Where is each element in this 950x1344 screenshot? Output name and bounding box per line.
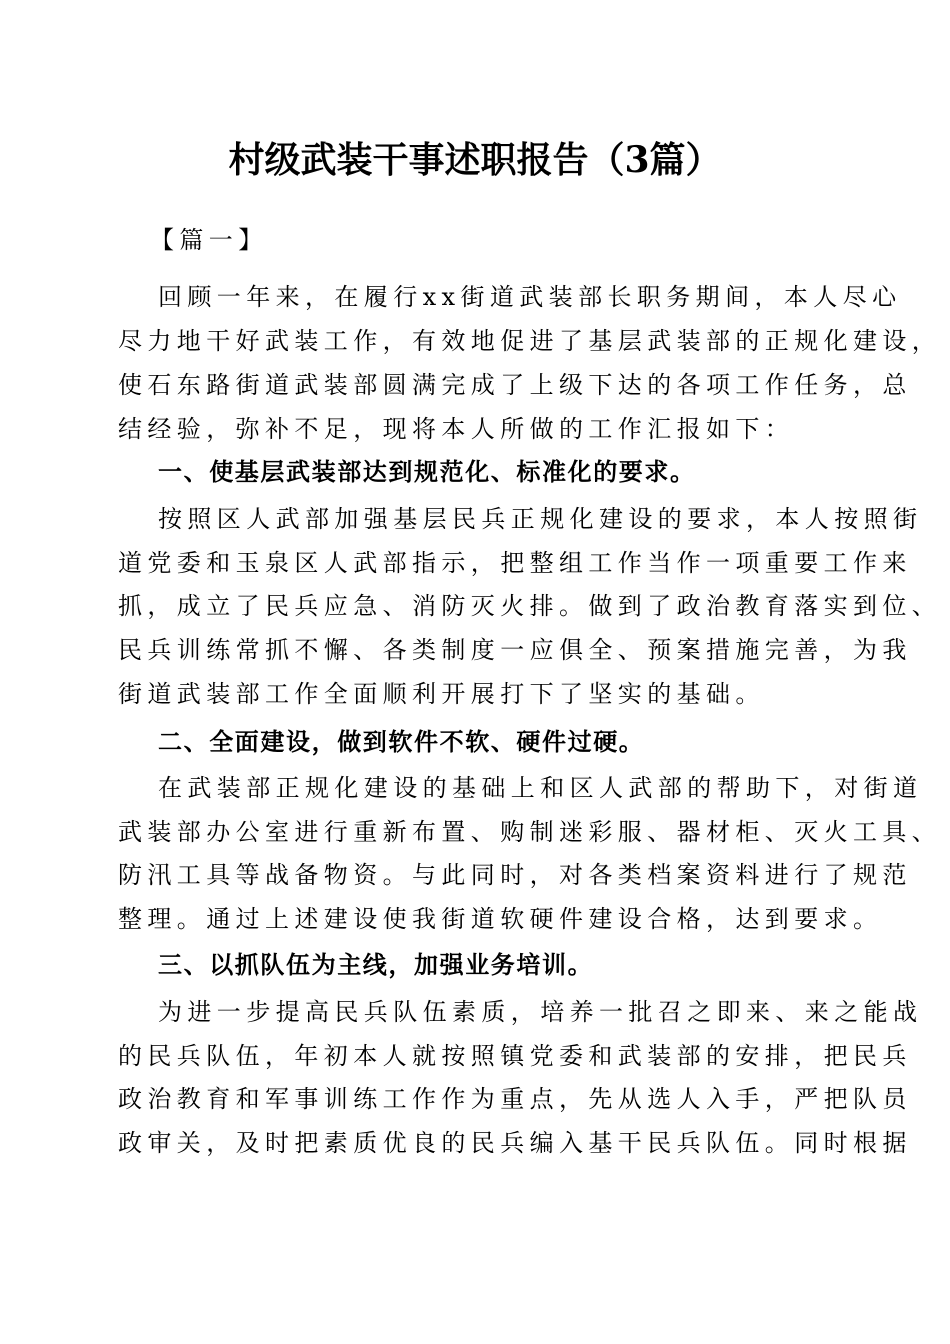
- paragraph-line: 武装部办公室进行重新布置、购制迷彩服、器材柜、灭火工具、: [118, 818, 942, 846]
- document-title: 村级武装干事述职报告（3篇）: [228, 139, 722, 181]
- paragraph-line: 回顾一年来，在履行xx街道武装部长职务期间，本人尽心: [158, 283, 902, 311]
- paragraph-line: 为进一步提高民兵队伍素质，培养一批召之即来、来之能战: [158, 998, 923, 1026]
- paragraph-line: 的民兵队伍，年初本人就按照镇党委和武装部的安排，把民兵: [118, 1042, 912, 1070]
- paragraph-line: 街道武装部工作全面顺利开展打下了坚实的基础。: [118, 680, 765, 708]
- paragraph-line: 政治教育和军事训练工作作为重点，先从选人入手，严把队员: [118, 1085, 912, 1113]
- paragraph-line: 按照区人武部加强基层民兵正规化建设的要求，本人按照街: [158, 505, 923, 533]
- section-heading: 二、全面建设，做到软件不软、硬件过硬。: [158, 728, 645, 756]
- paragraph-line: 防汛工具等战备物资。与此同时，对各类档案资料进行了规范: [118, 861, 912, 889]
- section-heading: 一、使基层武装部达到规范化、标准化的要求。: [158, 458, 696, 486]
- paragraph-line: 在武装部正规化建设的基础上和区人武部的帮助下，对街道: [158, 774, 923, 802]
- section-heading: 三、以抓队伍为主线，加强业务培训。: [158, 951, 594, 979]
- paragraph-line: 抓，成立了民兵应急、消防灭火排。做到了政治教育落实到位、: [118, 592, 942, 620]
- paragraph-line: 民兵训练常抓不懈、各类制度一应俱全、预案措施完善，为我: [118, 636, 912, 664]
- section-label: 【篇一】: [150, 226, 268, 254]
- paragraph-line: 结经验，弥补不足，现将本人所做的工作汇报如下：: [118, 415, 795, 443]
- paragraph-line: 尽力地干好武装工作，有效地促进了基层武装部的正规化建设，: [118, 327, 942, 355]
- paragraph-line: 整理。通过上述建设使我街道软硬件建设合格，达到要求。: [118, 905, 883, 933]
- paragraph-line: 政审关，及时把素质优良的民兵编入基干民兵队伍。同时根据: [118, 1129, 912, 1157]
- paragraph-line: 道党委和玉泉区人武部指示，把整组工作当作一项重要工作来: [118, 549, 912, 577]
- paragraph-line: 使石东路街道武装部圆满完成了上级下达的各项工作任务，总: [118, 371, 912, 399]
